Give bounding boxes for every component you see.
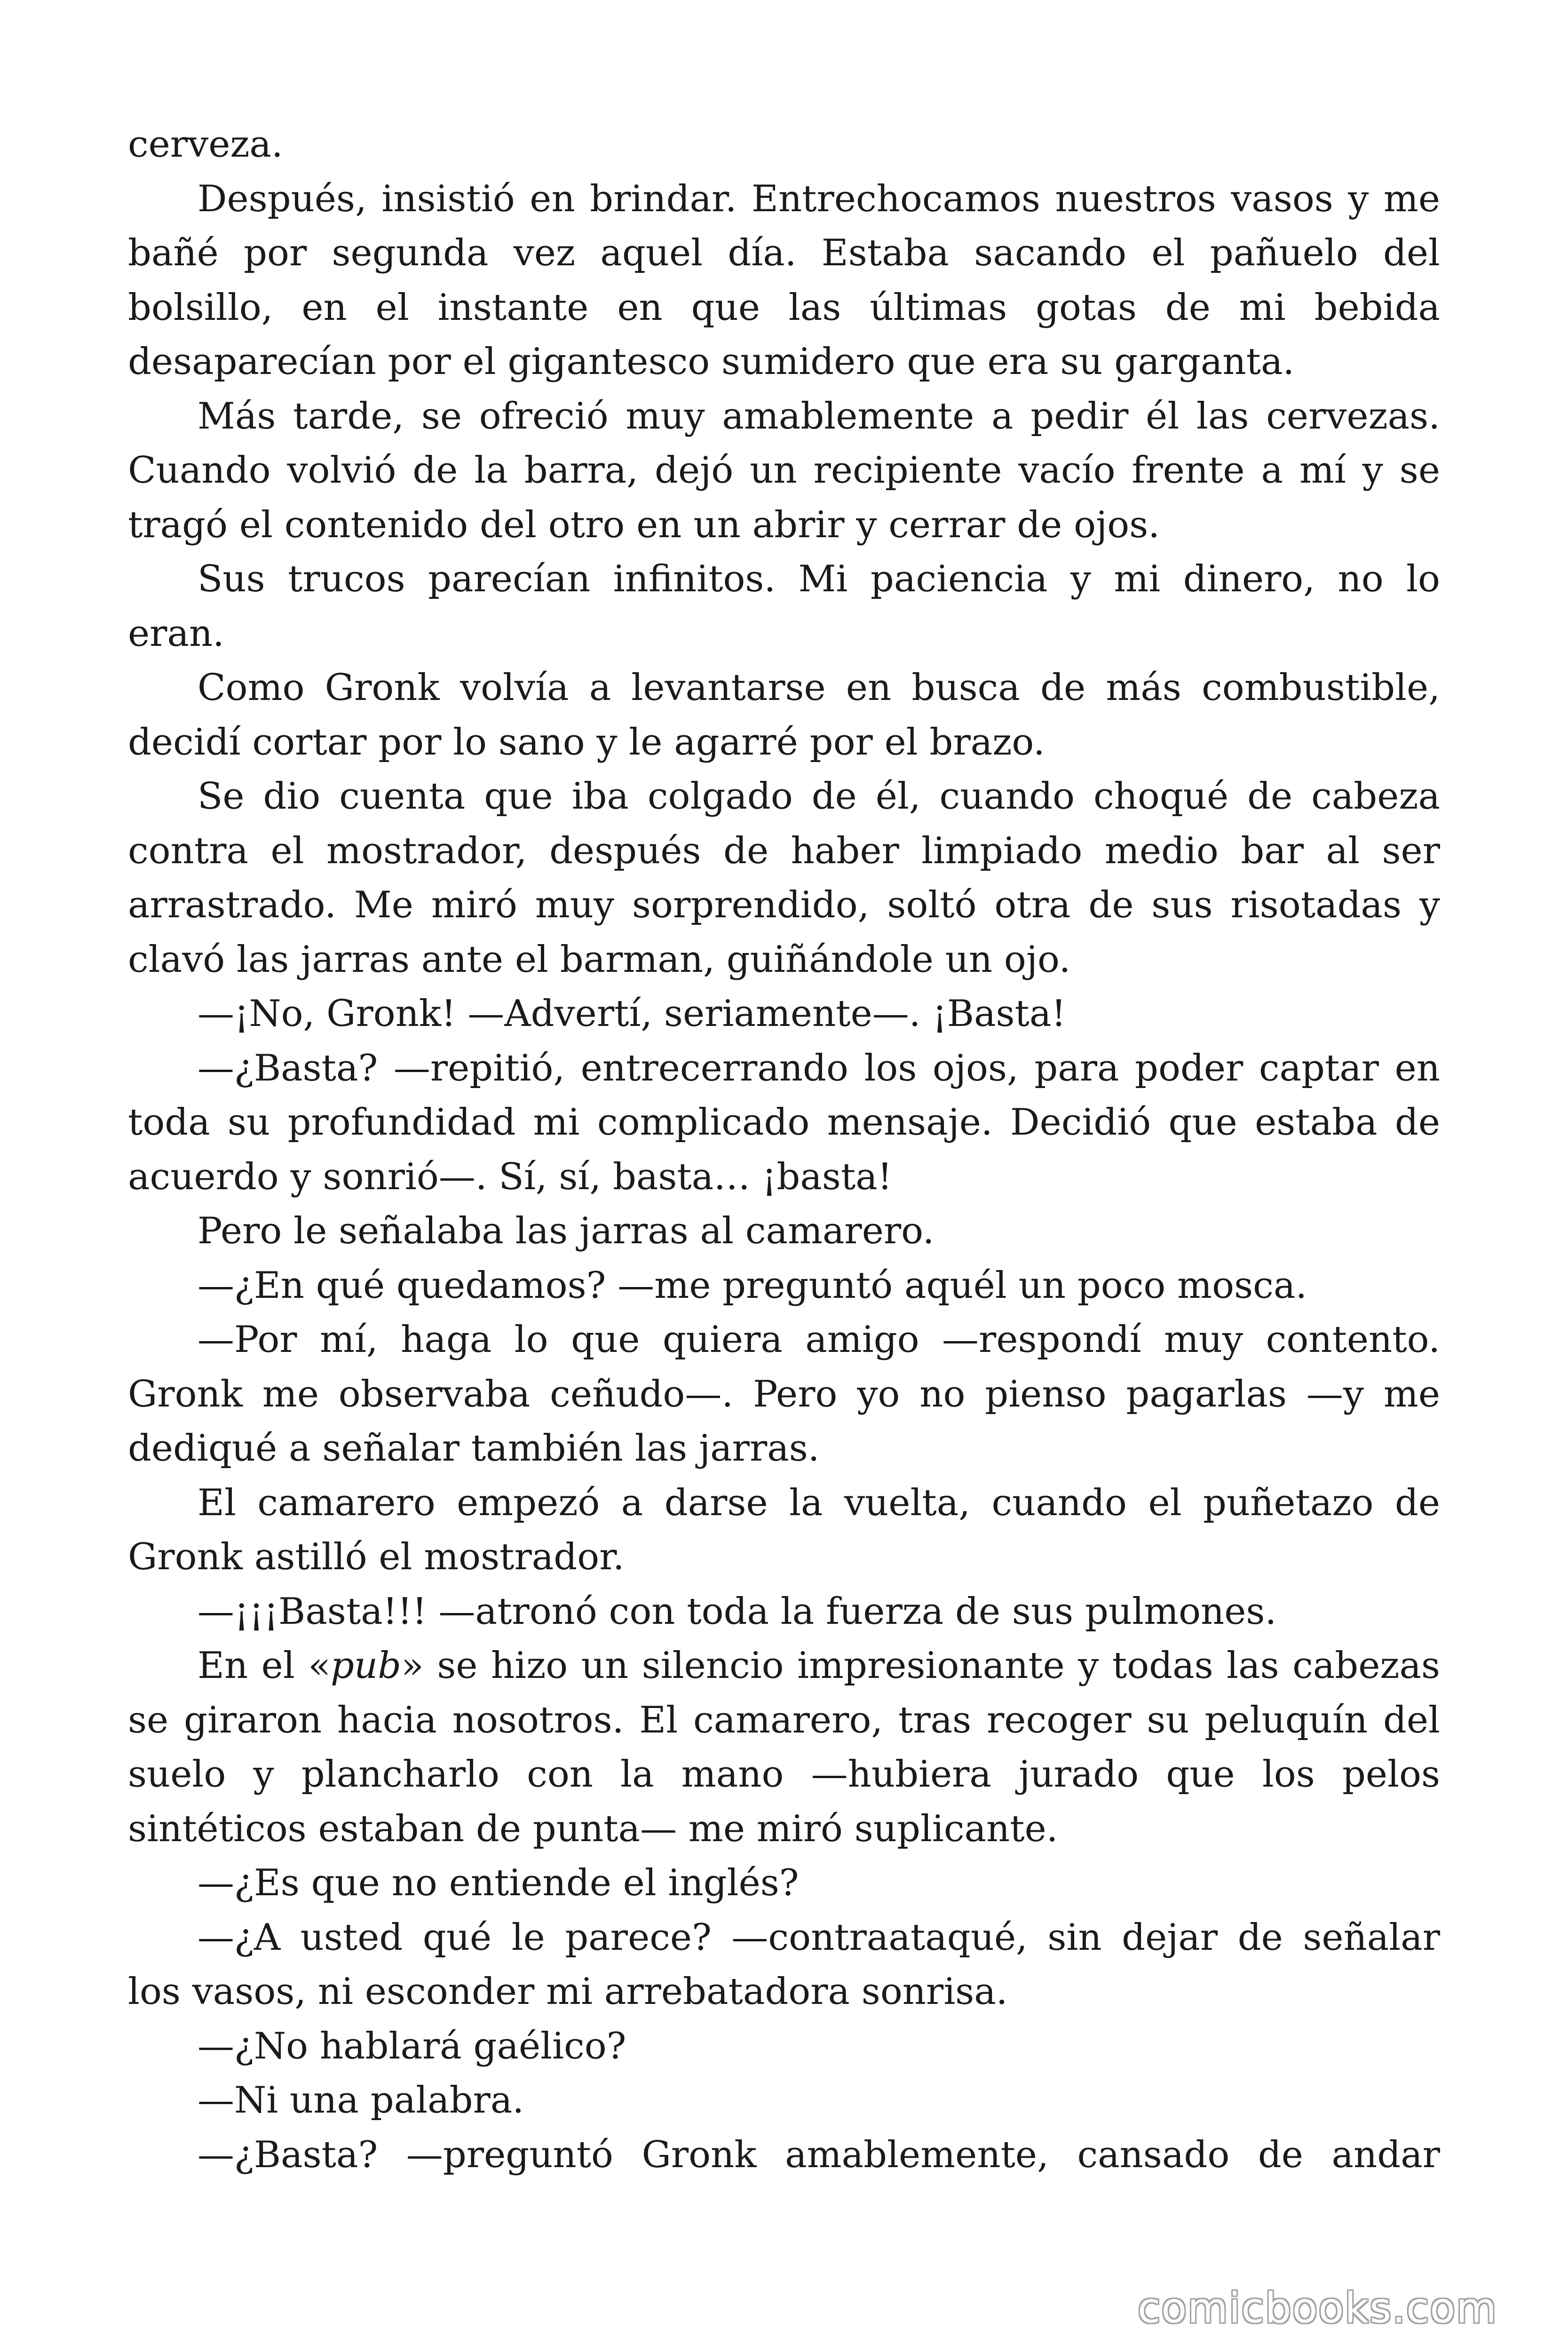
text-line: El camarero empezó a darse la vuelta, cuando el puñetazo de [198,1481,1440,1524]
text-line: —¡¡¡Basta!!! —atronó con toda la fuerza de sus pulmones. [198,1590,1277,1633]
text-line: sintéticos estaban de punta— me miró suplicante. [128,1807,1058,1850]
text-line: dediqué a señalar también las jarras. [128,1427,820,1470]
text-line: Cuando volvió de la barra, dejó un recipiente vacío frente a mí y se [128,449,1440,492]
text-line: —¿A usted qué le parece? —contraataqué, sin dejar de señalar [198,1916,1440,1959]
text-line: Se dio cuenta que iba colgado de él, cuando choqué de cabeza [198,775,1440,818]
text-line: —¿En qué quedamos? —me preguntó aquél un poco mosca. [198,1264,1307,1307]
text-line: En el «pub» se hizo un silencio impresionante y todas las cabezas [198,1645,1440,1687]
text-line: tragó el contenido del otro en un abrir y cerrar de ojos. [128,503,1160,546]
text-line: Gronk astilló el mostrador. [128,1536,625,1578]
text-line: Pero le señalaba las jarras al camarero. [198,1210,934,1252]
italic-word: pub [331,1645,402,1687]
text-line: bañé por segunda vez aquel día. Estaba sacando el pañuelo del [128,232,1440,274]
text-line: eran. [128,612,224,655]
text-line: Más tarde, se ofreció muy amablemente a pedir él las cervezas. [198,395,1440,437]
text-line: —¡No, Gronk! —Advertí, seriamente—. ¡Basta! [198,993,1066,1035]
text-line: toda su profundidad mi complicado mensaje. Decidió que estaba de [128,1101,1440,1144]
text-line: Gronk me observaba ceñudo—. Pero yo no pienso pagarlas —y me [128,1373,1440,1415]
text-line: Sus trucos parecían infinitos. Mi paciencia y mi dinero, no lo [198,558,1440,600]
watermark-logo: comicbooks.com [1137,2284,1497,2332]
text-line: los vasos, ni esconder mi arrebatadora sonrisa. [128,1971,1008,2013]
text-line: Después, insistió en brindar. Entrechocamos nuestros vasos y me [198,177,1440,220]
text-line: acuerdo y sonrió—. Sí, sí, basta… ¡basta! [128,1155,893,1198]
text-line: —¿Es que no entiende el inglés? [198,1862,799,1904]
text-line: suelo y plancharlo con la mano —hubiera jurado que los pelos [128,1753,1440,1796]
text-line: cerveza. [128,123,283,166]
text-line: contra el mostrador, después de haber limpiado medio bar al ser [128,829,1440,872]
text-line: bolsillo, en el instante en que las últimas gotas de mi bebida [128,286,1440,329]
text-line: Como Gronk volvía a levantarse en busca de más combustible, [198,667,1440,709]
page-text-body [128,118,1440,2234]
text-line: arrastrado. Me miró muy sorprendido, soltó otra de sus risotadas y [128,884,1440,926]
text-line: decidí cortar por lo sano y le agarré por el brazo. [128,721,1045,763]
text-line: se giraron hacia nosotros. El camarero, tras recoger su peluquín del [128,1699,1440,1741]
text-line: —Ni una palabra. [198,2079,524,2122]
text-line: —Por mí, haga lo que quiera amigo —respondí muy contento. [198,1319,1440,1361]
text-line: clavó las jarras ante el barman, guiñándole un ojo. [128,938,1071,981]
text-line: —¿No hablará gaélico? [198,2025,626,2067]
text-line: —¿Basta? —repitió, entrecerrando los ojos, para poder captar en [198,1047,1440,1089]
text-line: desaparecían por el gigantesco sumidero que era su garganta. [128,341,1295,383]
text-line: —¿Basta? —preguntó Gronk amablemente, cansado de andar [198,2133,1440,2176]
